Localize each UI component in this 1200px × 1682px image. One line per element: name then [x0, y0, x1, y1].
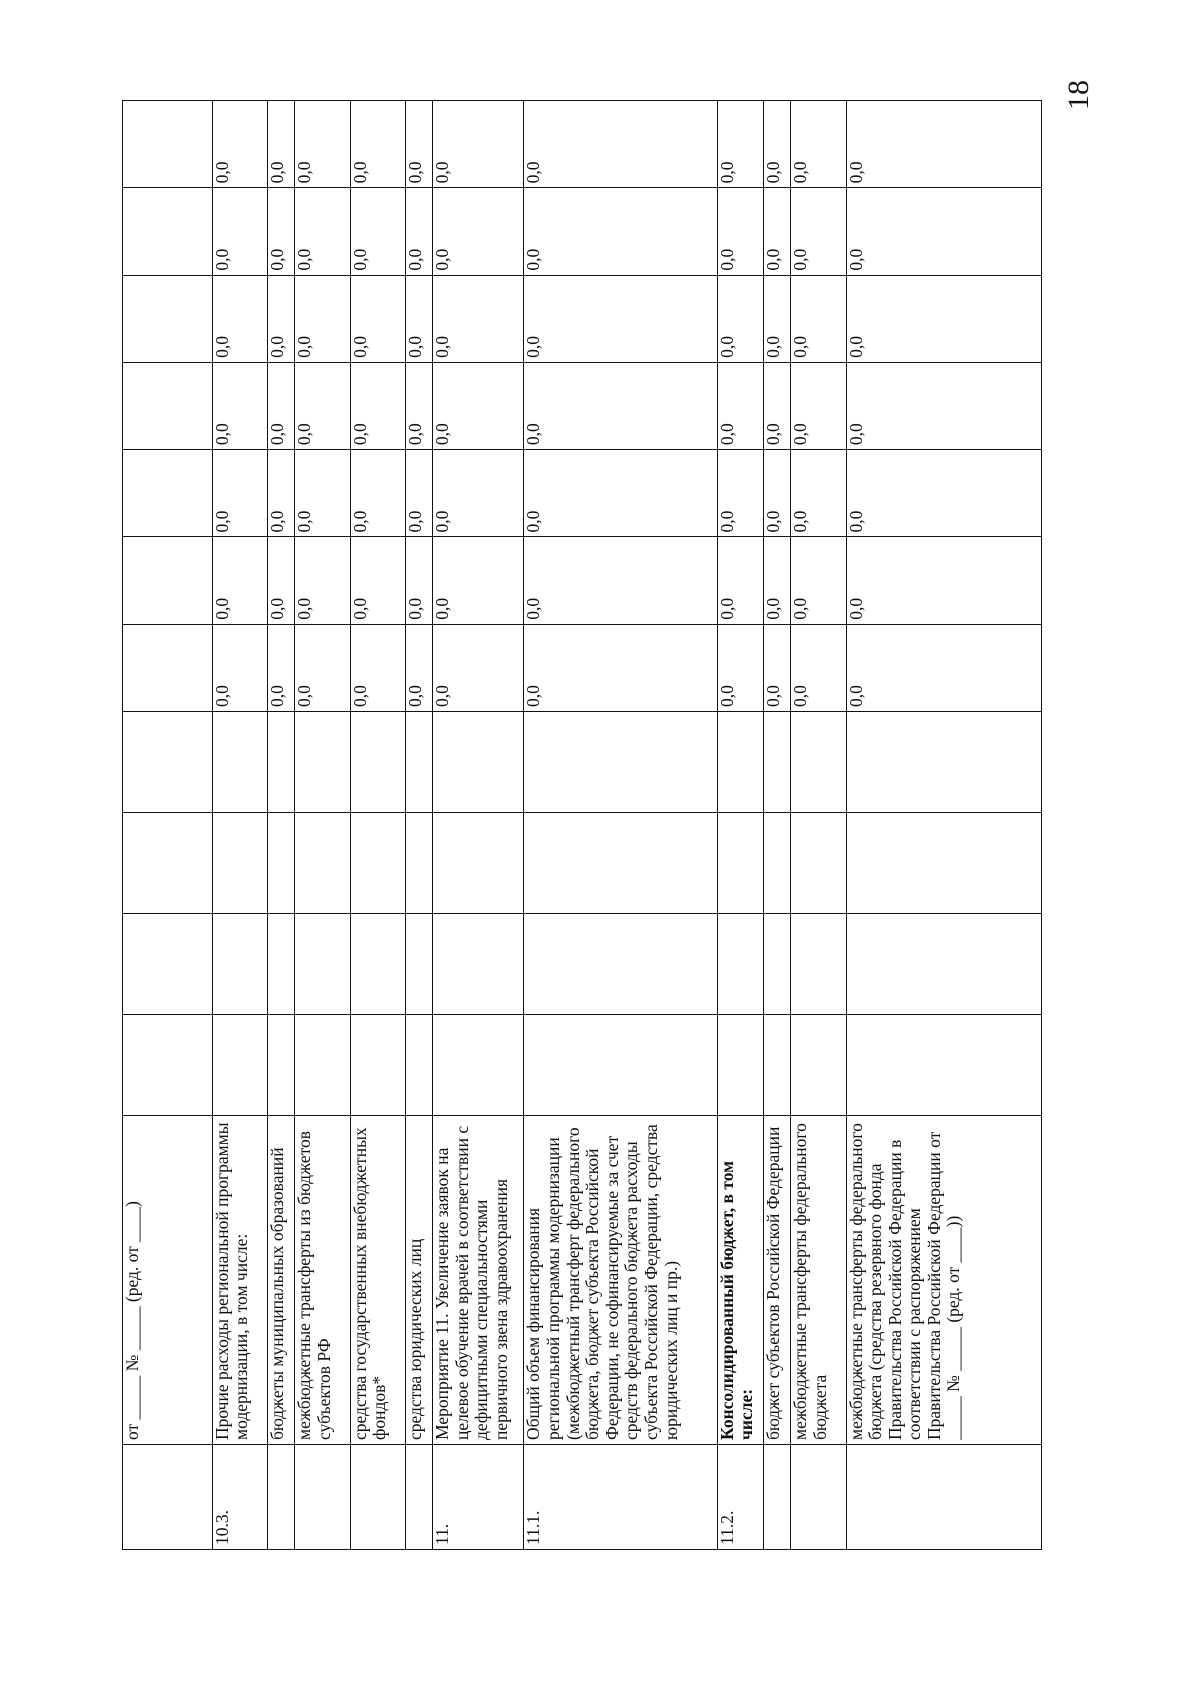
row-number: 11.2. — [717, 1445, 763, 1550]
value-cell: 0,0 — [846, 537, 1042, 624]
value-cell: 0,0 — [405, 188, 433, 275]
row-number — [763, 1445, 791, 1550]
value-cell: 0,0 — [433, 101, 524, 188]
value-cell: 0,0 — [350, 275, 405, 362]
row-number — [267, 1445, 295, 1550]
empty-cell — [212, 1015, 267, 1116]
value-cell: 0,0 — [763, 450, 791, 537]
empty-cell — [763, 813, 791, 914]
row-label: межбюджетные трансферты федерального бюджета (средства резервного фонда Правительства Российской Федерации в соответствии с распоряжением Правительства Российской Федерации от _____ № _____ (ред. от ____)) — [846, 1116, 1042, 1445]
table-row — [763, 101, 791, 1550]
table-row — [350, 101, 405, 1550]
table-cell — [123, 188, 213, 275]
value-cell: 0,0 — [267, 624, 295, 711]
value-cell: 0,0 — [524, 537, 717, 624]
value-cell: 0,0 — [295, 624, 350, 711]
value-cell: 0,0 — [524, 362, 717, 449]
value-cell: 0,0 — [791, 362, 846, 449]
empty-cell — [267, 1015, 295, 1116]
empty-cell — [267, 712, 295, 813]
empty-cell — [433, 712, 524, 813]
value-cell: 0,0 — [433, 624, 524, 711]
row-label: средства юридических лиц — [405, 1116, 433, 1445]
value-cell: 0,0 — [295, 188, 350, 275]
empty-cell — [405, 712, 433, 813]
value-cell: 0,0 — [295, 362, 350, 449]
value-cell: 0,0 — [717, 624, 763, 711]
empty-cell — [846, 813, 1042, 914]
table-row — [405, 101, 433, 1550]
value-cell: 0,0 — [846, 624, 1042, 711]
value-cell: 0,0 — [524, 101, 717, 188]
table-row — [295, 101, 350, 1550]
value-cell: 0,0 — [763, 537, 791, 624]
row-label: межбюджетные трансферты федерального бюджета — [791, 1116, 846, 1445]
table-cell — [123, 914, 213, 1015]
empty-cell — [212, 914, 267, 1015]
value-cell: 0,0 — [405, 624, 433, 711]
value-cell: 0,0 — [212, 537, 267, 624]
value-cell: 0,0 — [405, 101, 433, 188]
value-cell: 0,0 — [524, 450, 717, 537]
table-row — [524, 101, 717, 1550]
empty-cell — [433, 813, 524, 914]
value-cell: 0,0 — [524, 188, 717, 275]
value-cell: 0,0 — [433, 537, 524, 624]
value-cell: 0,0 — [433, 450, 524, 537]
table-cell — [123, 537, 213, 624]
value-cell: 0,0 — [212, 275, 267, 362]
empty-cell — [846, 712, 1042, 813]
value-cell: 0,0 — [763, 624, 791, 711]
empty-cell — [791, 712, 846, 813]
value-cell: 0,0 — [846, 188, 1042, 275]
table-cell — [123, 813, 213, 914]
value-cell: 0,0 — [295, 537, 350, 624]
empty-cell — [717, 813, 763, 914]
header-row — [123, 101, 213, 1550]
row-label: Мероприятие 11. Увеличение заявок на целевое обучение врачей в соответствии с дефицитными специальностями первичного звена здравоохранения — [433, 1116, 524, 1445]
row-number — [295, 1445, 350, 1550]
value-cell: 0,0 — [267, 450, 295, 537]
empty-cell — [405, 1015, 433, 1116]
empty-cell — [267, 813, 295, 914]
empty-cell — [433, 1015, 524, 1116]
empty-cell — [212, 712, 267, 813]
value-cell: 0,0 — [405, 362, 433, 449]
empty-cell — [717, 712, 763, 813]
empty-cell — [433, 914, 524, 1015]
table-cell — [123, 275, 213, 362]
empty-cell — [350, 813, 405, 914]
value-cell: 0,0 — [350, 450, 405, 537]
row-number: 10.3. — [212, 1445, 267, 1550]
value-cell: 0,0 — [791, 537, 846, 624]
table-row — [846, 101, 1042, 1550]
value-cell: 0,0 — [212, 362, 267, 449]
table-row — [267, 101, 295, 1550]
table-body — [123, 101, 1042, 1550]
row-number: 11.1. — [524, 1445, 717, 1550]
empty-cell — [763, 712, 791, 813]
value-cell: 0,0 — [846, 275, 1042, 362]
value-cell: 0,0 — [295, 101, 350, 188]
table-cell — [123, 450, 213, 537]
empty-cell — [295, 1015, 350, 1116]
table-row — [212, 101, 267, 1550]
value-cell: 0,0 — [267, 188, 295, 275]
empty-cell — [405, 914, 433, 1015]
empty-cell — [791, 1015, 846, 1116]
table-row — [717, 101, 763, 1550]
value-cell: 0,0 — [717, 188, 763, 275]
empty-cell — [405, 813, 433, 914]
empty-cell — [350, 1015, 405, 1116]
value-cell: 0,0 — [350, 537, 405, 624]
empty-cell — [791, 914, 846, 1015]
header-ref-cell: от _____ № _____ (ред. от ____) — [123, 1116, 213, 1445]
value-cell: 0,0 — [717, 101, 763, 188]
row-label: Консолидированный бюджет, в том числе: — [717, 1116, 763, 1445]
table-cell — [123, 101, 213, 188]
financing-table — [122, 100, 1042, 1550]
empty-cell — [267, 914, 295, 1015]
empty-cell — [846, 914, 1042, 1015]
empty-cell — [846, 1015, 1042, 1116]
row-label: Общий объем финансирования региональной программы модернизации (межбюджетный трансферт федерального бюджета, бюджет субъекта Российской Федерации, не софинансируемые за счет средств федерального бюджета расходы субъекта Российской Федерации, средства юридических лиц и пр.) — [524, 1116, 717, 1445]
table-cell — [123, 362, 213, 449]
value-cell: 0,0 — [433, 275, 524, 362]
page-number: 18 — [1062, 80, 1095, 110]
empty-cell — [763, 914, 791, 1015]
empty-cell — [350, 712, 405, 813]
row-number — [350, 1445, 405, 1550]
row-label: средства государственных внебюджетных фондов* — [350, 1116, 405, 1445]
value-cell: 0,0 — [295, 450, 350, 537]
value-cell: 0,0 — [791, 450, 846, 537]
value-cell: 0,0 — [524, 275, 717, 362]
value-cell: 0,0 — [717, 275, 763, 362]
value-cell: 0,0 — [433, 188, 524, 275]
value-cell: 0,0 — [267, 362, 295, 449]
value-cell: 0,0 — [405, 450, 433, 537]
table-row — [433, 101, 524, 1550]
rotated-table-container — [122, 100, 1042, 1550]
value-cell: 0,0 — [791, 101, 846, 188]
empty-cell — [295, 712, 350, 813]
value-cell: 0,0 — [791, 188, 846, 275]
empty-cell — [791, 813, 846, 914]
row-label: Прочие расходы региональной программы модернизации, в том числе: — [212, 1116, 267, 1445]
row-number — [405, 1445, 433, 1550]
value-cell: 0,0 — [212, 450, 267, 537]
empty-cell — [212, 813, 267, 914]
row-number — [791, 1445, 846, 1550]
value-cell: 0,0 — [267, 101, 295, 188]
empty-cell — [524, 914, 717, 1015]
value-cell: 0,0 — [791, 275, 846, 362]
value-cell: 0,0 — [791, 624, 846, 711]
empty-cell — [295, 914, 350, 1015]
table-cell — [123, 1015, 213, 1116]
value-cell: 0,0 — [212, 188, 267, 275]
value-cell: 0,0 — [763, 101, 791, 188]
value-cell: 0,0 — [350, 188, 405, 275]
table-cell — [123, 624, 213, 711]
empty-cell — [524, 712, 717, 813]
value-cell: 0,0 — [717, 537, 763, 624]
empty-cell — [763, 1015, 791, 1116]
value-cell: 0,0 — [405, 537, 433, 624]
table-cell — [123, 1445, 213, 1550]
value-cell: 0,0 — [267, 275, 295, 362]
empty-cell — [717, 914, 763, 1015]
row-number: 11. — [433, 1445, 524, 1550]
value-cell: 0,0 — [846, 362, 1042, 449]
row-label: бюджет субъектов Российской Федерации — [763, 1116, 791, 1445]
empty-cell — [524, 1015, 717, 1116]
table-row — [791, 101, 846, 1550]
value-cell: 0,0 — [763, 275, 791, 362]
value-cell: 0,0 — [212, 624, 267, 711]
value-cell: 0,0 — [763, 362, 791, 449]
empty-cell — [295, 813, 350, 914]
empty-cell — [524, 813, 717, 914]
value-cell: 0,0 — [846, 450, 1042, 537]
value-cell: 0,0 — [295, 275, 350, 362]
value-cell: 0,0 — [405, 275, 433, 362]
row-number — [846, 1445, 1042, 1550]
value-cell: 0,0 — [846, 101, 1042, 188]
table-cell — [123, 712, 213, 813]
value-cell: 0,0 — [524, 624, 717, 711]
value-cell: 0,0 — [717, 362, 763, 449]
empty-cell — [717, 1015, 763, 1116]
value-cell: 0,0 — [763, 188, 791, 275]
row-label: бюджеты муниципальных образований — [267, 1116, 295, 1445]
value-cell: 0,0 — [212, 101, 267, 188]
value-cell: 0,0 — [350, 624, 405, 711]
value-cell: 0,0 — [350, 101, 405, 188]
empty-cell — [350, 914, 405, 1015]
value-cell: 0,0 — [717, 450, 763, 537]
value-cell: 0,0 — [350, 362, 405, 449]
value-cell: 0,0 — [267, 537, 295, 624]
row-label: межбюджетные трансферты из бюджетов субъектов РФ — [295, 1116, 350, 1445]
value-cell: 0,0 — [433, 362, 524, 449]
